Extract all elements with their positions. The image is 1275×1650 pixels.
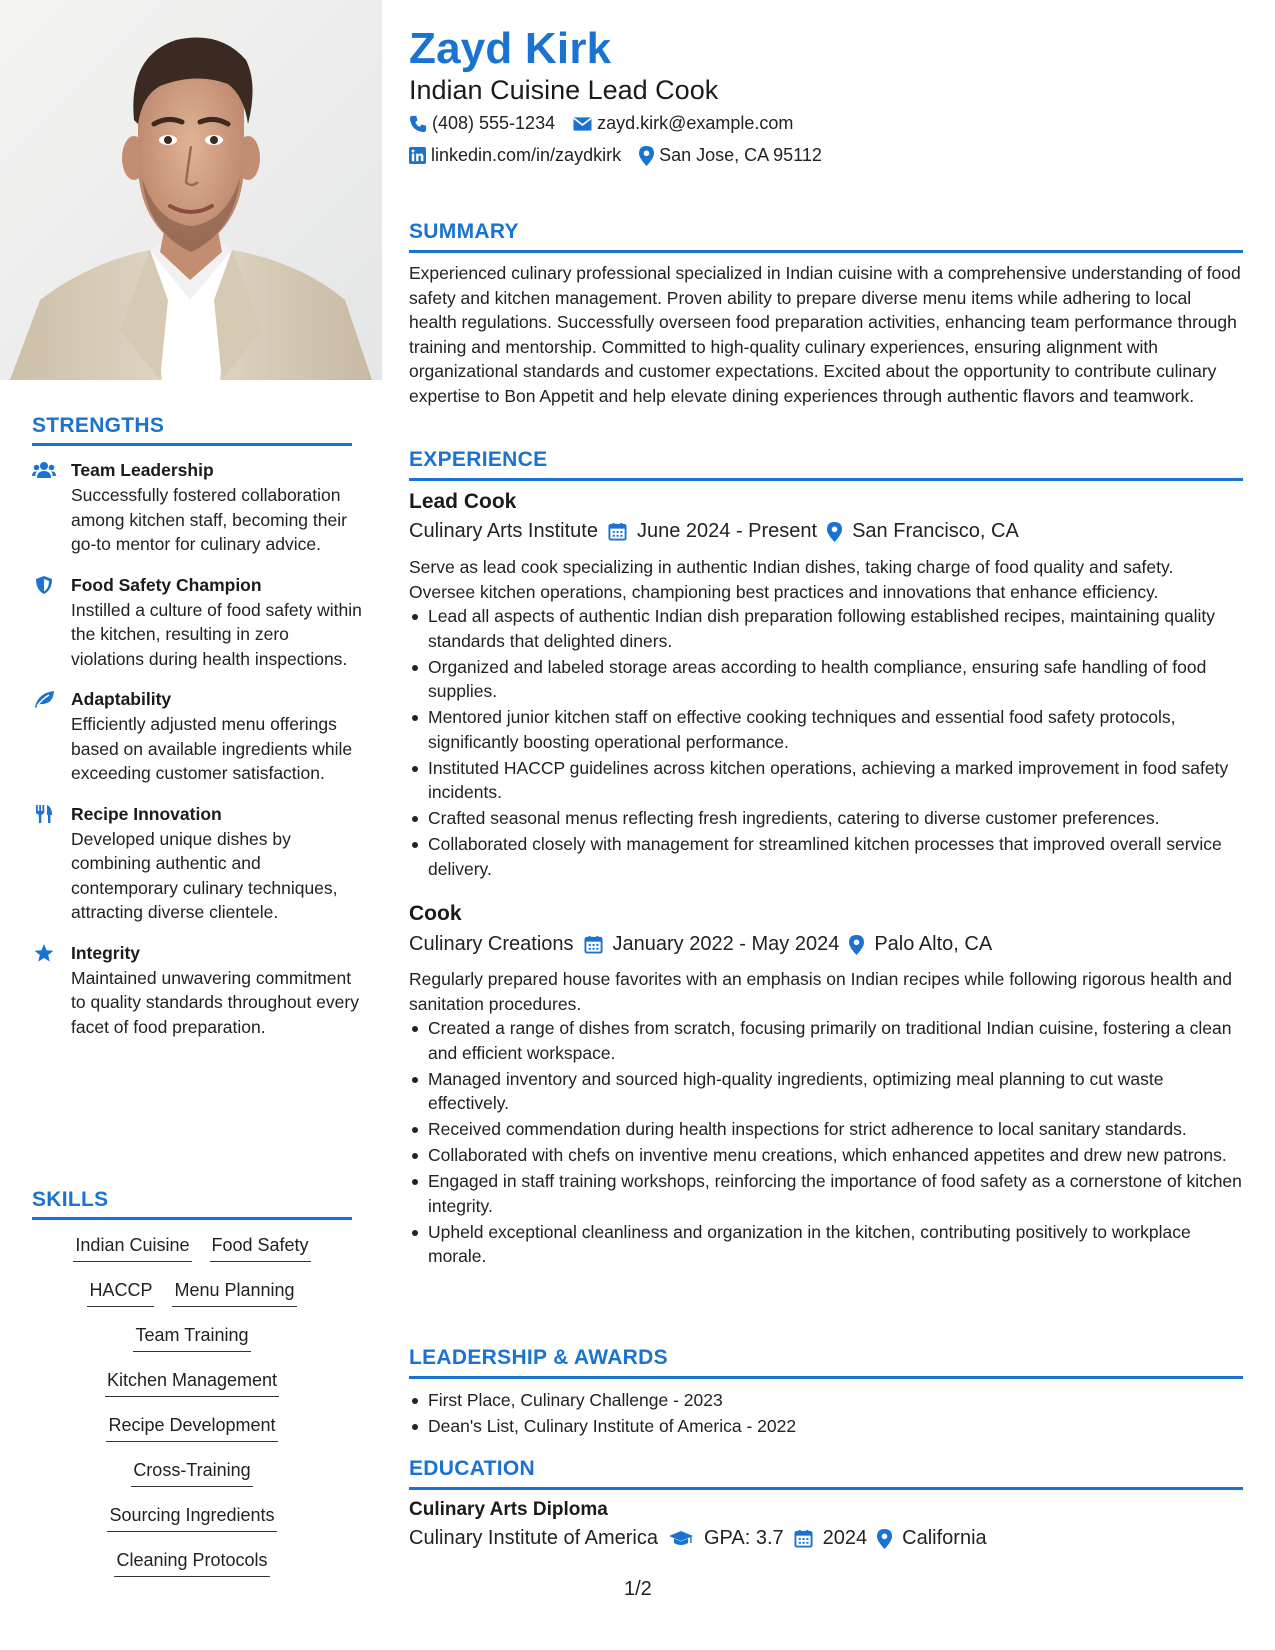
job-title: Lead Cook <box>409 490 517 513</box>
skills-heading: SKILLS <box>32 1188 109 1211</box>
skill-tag: HACCP <box>87 1277 154 1307</box>
job-meta <box>409 933 992 956</box>
strength-description: Efficiently adjusted menu offerings based on available ingredients while exceeding customer satisfaction. <box>71 714 353 783</box>
strength-item <box>32 687 362 786</box>
education-location: California <box>902 1527 987 1549</box>
candidate-title: Indian Cuisine Lead Cook <box>409 75 719 105</box>
strength-description: Developed unique dishes by combining authentic and contemporary culinary techniques, attracting diverse clientele. <box>71 828 338 922</box>
summary-divider <box>409 250 1243 253</box>
shield-icon <box>32 575 56 595</box>
skill-tag: Food Safety <box>210 1232 311 1262</box>
map-pin-icon <box>827 522 842 542</box>
job-bullet: Received commendation during health inspections for strict adherence to local sanitary standards. <box>409 1117 1243 1142</box>
map-pin-icon <box>877 1529 892 1549</box>
skill-tag: Cleaning Protocols <box>114 1547 269 1577</box>
strength-item <box>32 941 362 1040</box>
skills-divider <box>32 1217 352 1220</box>
strength-description: Maintained unwavering commitment to quality standards throughout every facet of food preparation. <box>71 967 359 1037</box>
strength-description: Successfully fostered collaboration among kitchen staff, becoming their go-to mentor for culinary advice. <box>71 485 347 554</box>
awards-heading: LEADERSHIP & AWARDS <box>409 1346 668 1369</box>
strength-title: Adaptability <box>71 689 172 709</box>
calendar-icon <box>608 522 627 541</box>
award-item: First Place, Culinary Challenge - 2023 <box>409 1388 1243 1413</box>
job-description: Regularly prepared house favorites with an emphasis on Indian recipes while following rigorous health and sanitation procedures. <box>409 969 1232 1014</box>
experience-heading: EXPERIENCE <box>409 448 548 471</box>
skill-row <box>32 1232 352 1277</box>
strength-item <box>32 802 362 925</box>
phone-icon <box>409 115 427 133</box>
job-bullet: Collaborated with chefs on inventive menu creations, which enhanced appetites and drew new patrons. <box>409 1143 1243 1168</box>
education-degree: Culinary Arts Diploma <box>409 1499 608 1520</box>
job-bullets <box>409 1016 1243 1270</box>
awards-divider <box>409 1376 1243 1379</box>
page-number: 1/2 <box>624 1578 652 1600</box>
job-bullet: Lead all aspects of authentic Indian dish preparation following established recipes, maintaining quality standards that delighted diners. <box>409 604 1243 653</box>
strengths-divider <box>32 443 352 446</box>
skill-tag: Cross-Training <box>131 1457 252 1487</box>
job-bullets <box>409 604 1243 883</box>
email-text: zayd.kirk@example.com <box>597 113 794 133</box>
strength-description: Instilled a culture of food safety within the kitchen, resulting in zero violations during health inspections. <box>71 599 362 669</box>
job-dates: January 2022 - May 2024 <box>612 933 840 955</box>
contact-row-1 <box>409 113 793 134</box>
job-bullet: Managed inventory and sourced high-quality ingredients, optimizing meal planning to cut waste effectively. <box>409 1067 1243 1116</box>
job-bullet: Organized and labeled storage areas according to health compliance, ensuring safe handling of food supplies. <box>409 655 1243 704</box>
job-bullet: Instituted HACCP guidelines across kitchen operations, achieving a marked improvement in food safety incidents. <box>409 756 1243 805</box>
strengths-list <box>32 458 362 1055</box>
phone-text: (408) 555-1234 <box>432 113 556 133</box>
linkedin-icon <box>409 147 426 164</box>
education-meta <box>409 1527 987 1550</box>
profile-photo <box>0 0 382 380</box>
skill-row <box>32 1547 352 1592</box>
calendar-icon <box>794 1529 813 1548</box>
job-bullet: Engaged in staff training workshops, reinforcing the importance of food safety as a cornerstone of kitchen integrity. <box>409 1169 1243 1218</box>
skill-tag: Recipe Development <box>106 1412 277 1442</box>
job-bullet: Created a range of dishes from scratch, focusing primarily on traditional Indian cuisine, fostering a clean and efficient workspace. <box>409 1016 1243 1065</box>
strength-title: Integrity <box>71 942 141 963</box>
education-school: Culinary Institute of America <box>409 1527 658 1549</box>
skill-row <box>32 1322 352 1367</box>
summary-text: Experienced culinary professional specialized in Indian cuisine with a comprehensive understanding of food safety and kitchen management. Proven ability to prepare diverse menu items while adhering to local health regulations. Successfully overseen food preparation activities, enhancing team performance through training and mentorship. Committed to high-quality culinary experiences, ensuring alignment with organizational standards and customer expectations. Excited about the opportunity to contribute culinary expertise to Bon Appetit and help elevate dining experiences through authentic flavors and teamwork. <box>409 263 1241 406</box>
leaf-icon <box>32 689 56 709</box>
contact-email[interactable] <box>573 113 793 134</box>
left-column <box>0 0 382 1650</box>
job-company: Culinary Creations <box>409 933 574 955</box>
job-dates: June 2024 - Present <box>636 520 818 542</box>
strength-title: Team Leadership <box>71 460 214 480</box>
job-location: San Francisco, CA <box>852 520 1019 542</box>
candidate-name: Zayd Kirk <box>409 24 612 73</box>
education-year: 2024 <box>822 1527 868 1549</box>
contact-location <box>639 145 822 166</box>
skill-row <box>32 1367 352 1412</box>
education-heading: EDUCATION <box>409 1457 535 1480</box>
skill-row <box>32 1457 352 1502</box>
strengths-heading: STRENGTHS <box>32 414 165 437</box>
profile-photo-illustration <box>0 0 382 380</box>
skill-tag: Team Training <box>133 1322 250 1352</box>
envelope-icon <box>573 116 592 132</box>
contact-row-2 <box>409 145 822 166</box>
job-company: Culinary Arts Institute <box>409 520 598 542</box>
skill-tag: Indian Cuisine <box>73 1232 191 1262</box>
linkedin-text: linkedin.com/in/zaydkirk <box>431 145 622 165</box>
job-description: Serve as lead cook specializing in authentic Indian dishes, taking charge of food quality and safety. Oversee kitchen operations, championing best practices and innovations that enhance efficiency. <box>409 557 1174 602</box>
awards-list <box>409 1388 1243 1440</box>
skill-tag: Sourcing Ingredients <box>107 1502 276 1532</box>
star-icon <box>32 943 56 963</box>
job-title: Cook <box>409 902 462 925</box>
strength-title: Food Safety Champion <box>71 574 262 595</box>
education-divider <box>409 1487 1243 1490</box>
graduation-cap-icon <box>668 1530 694 1548</box>
users-icon <box>32 460 56 480</box>
strength-item <box>32 573 362 672</box>
skill-row <box>32 1502 352 1547</box>
skill-tag: Menu Planning <box>172 1277 296 1307</box>
summary-heading: SUMMARY <box>409 220 519 243</box>
contact-linkedin[interactable] <box>409 145 621 166</box>
education-gpa: GPA: 3.7 <box>704 1527 784 1549</box>
contact-phone[interactable] <box>409 113 555 134</box>
experience-divider <box>409 478 1243 481</box>
map-pin-icon <box>849 935 864 955</box>
job-bullet: Mentored junior kitchen staff on effective cooking techniques and essential food safety protocols, significantly boosting operational performance. <box>409 705 1243 754</box>
job-meta <box>409 520 1019 543</box>
location-text: San Jose, CA 95112 <box>659 145 822 165</box>
skill-tag: Kitchen Management <box>105 1367 279 1397</box>
strength-item <box>32 458 362 557</box>
utensils-icon <box>32 804 56 824</box>
job-location: Palo Alto, CA <box>874 933 993 955</box>
calendar-icon <box>584 935 603 954</box>
strength-title: Recipe Innovation <box>71 803 222 824</box>
skill-row <box>32 1412 352 1457</box>
job-bullet: Upheld exceptional cleanliness and organization in the kitchen, contributing positively to workplace morale. <box>409 1220 1243 1269</box>
award-item: Dean's List, Culinary Institute of America - 2022 <box>409 1414 1243 1439</box>
skills-list <box>32 1232 352 1592</box>
job-bullet: Collaborated closely with management for streamlined kitchen processes that improved overall service delivery. <box>409 832 1243 881</box>
skill-row <box>32 1277 352 1322</box>
job-bullet: Crafted seasonal menus reflecting fresh ingredients, catering to diverse customer preferences. <box>409 806 1243 831</box>
map-pin-icon <box>639 146 654 166</box>
